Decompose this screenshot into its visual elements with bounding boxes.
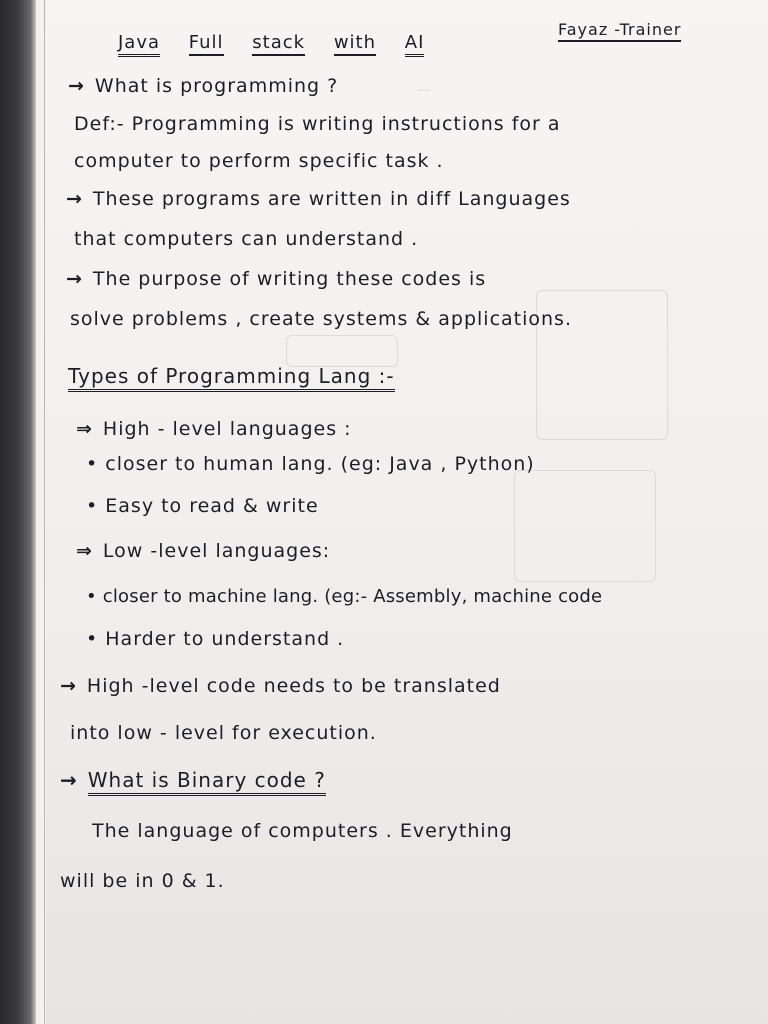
double-arrow-icon: ⇒	[76, 418, 93, 440]
bullet-icon: •	[86, 586, 97, 607]
bleed-through-box	[286, 335, 398, 367]
note-line	[76, 540, 330, 562]
bullet-line	[86, 453, 535, 475]
note-text: closer to machine lang. (eg:- Assembly, machine code	[102, 586, 603, 607]
title-word: Java	[118, 32, 160, 57]
notebook-page	[46, 0, 768, 1024]
note-text: The purpose of writing these codes is	[92, 268, 487, 290]
bleed-through-box	[514, 470, 656, 582]
heading-text: What is Binary code ?	[88, 768, 326, 796]
note-line	[66, 268, 486, 290]
note-line	[76, 418, 352, 440]
note-line	[60, 675, 501, 697]
note-text: Low -level languages:	[102, 540, 331, 562]
bleed-through-text: —	[416, 80, 431, 98]
arrow-icon: →	[68, 75, 85, 97]
title-word: with	[334, 32, 376, 56]
title-word: Full	[189, 32, 224, 56]
arrow-icon: →	[66, 188, 83, 210]
bullet-icon: •	[86, 628, 99, 650]
note-line: that computers can understand .	[74, 228, 419, 250]
section-heading: Types of Programming Lang :-	[68, 364, 395, 392]
title-word: stack	[252, 32, 305, 56]
bullet-line	[86, 628, 344, 650]
bullet-icon: •	[86, 495, 99, 517]
note-text: closer to human lang. (eg: Java , Python)	[105, 453, 535, 475]
note-text: Harder to understand .	[105, 628, 345, 650]
title-word: AI	[405, 32, 425, 57]
note-text: High -level code needs to be translated	[86, 675, 501, 697]
page-header	[118, 32, 446, 57]
trainer-name: Fayaz -Trainer	[558, 20, 681, 42]
note-line: Def:- Programming is writing instructions for a	[74, 113, 561, 135]
double-arrow-icon: ⇒	[76, 540, 93, 562]
note-line: will be in 0 & 1.	[60, 870, 225, 892]
note-text: High - level languages :	[102, 418, 352, 440]
arrow-icon: →	[60, 768, 78, 792]
bullet-line	[86, 495, 319, 517]
note-line: The language of computers . Everything	[92, 820, 513, 842]
bullet-line	[86, 586, 602, 607]
arrow-icon: →	[66, 268, 83, 290]
note-line	[68, 75, 338, 97]
note-line: into low - level for execution.	[70, 722, 377, 744]
note-text: What is programming ?	[94, 75, 339, 97]
margin-line	[44, 0, 45, 1024]
section-heading	[60, 768, 326, 792]
bullet-icon: •	[86, 453, 99, 475]
note-line: computer to perform specific task .	[74, 150, 444, 172]
arrow-icon: →	[60, 675, 77, 697]
note-line: solve problems , create systems & applications.	[70, 308, 572, 330]
note-text: These programs are written in diff Languages	[92, 188, 571, 210]
notebook-binding	[0, 0, 36, 1024]
note-text: Easy to read & write	[105, 495, 319, 517]
note-line	[66, 188, 571, 210]
